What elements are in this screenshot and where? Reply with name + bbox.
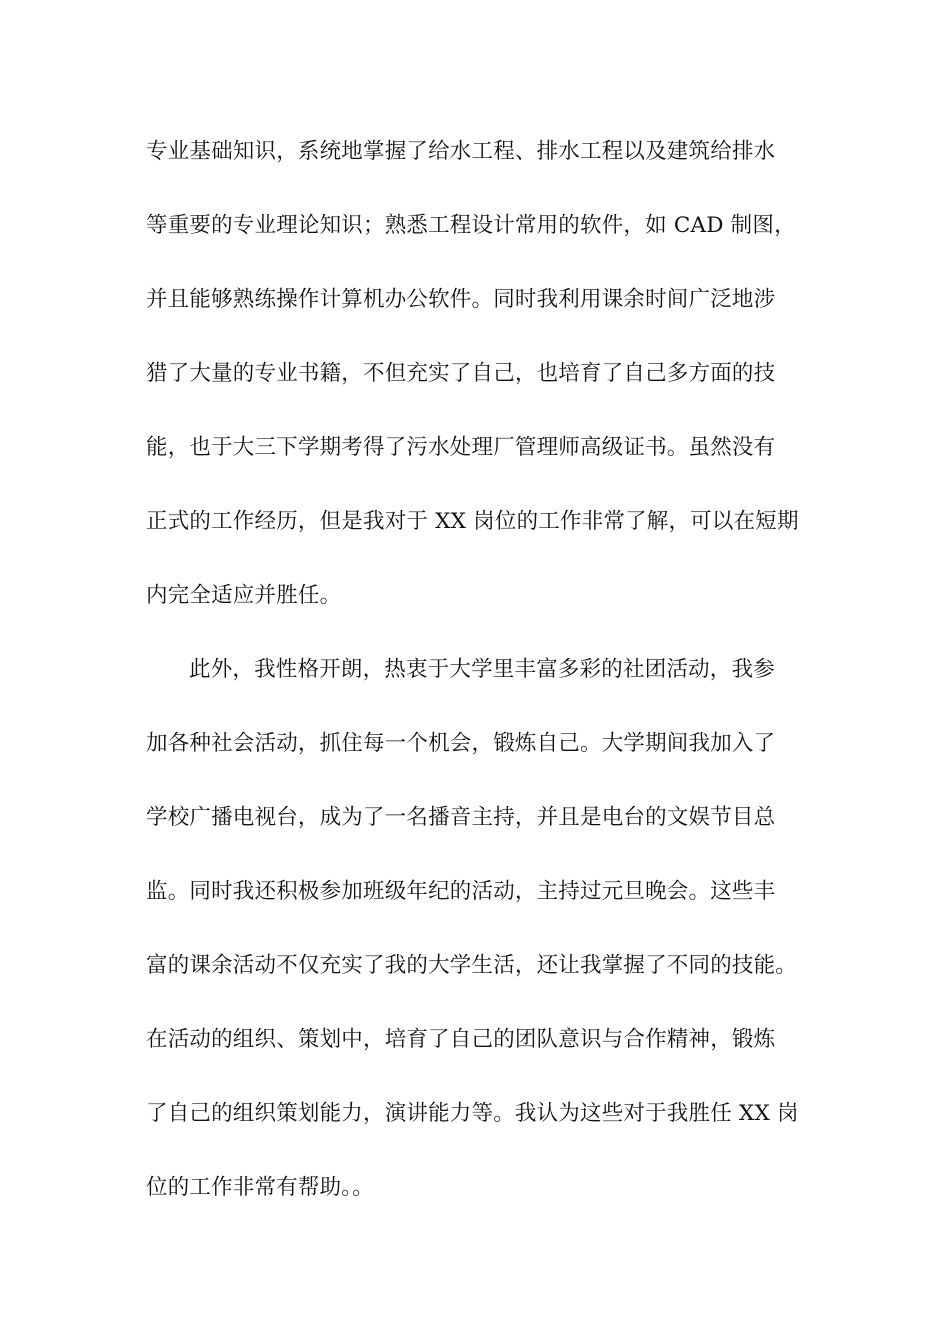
paragraph-2-line: 此外，我性格开朗，热衷于大学里丰富多彩的社团活动，我参 (189, 657, 775, 682)
paragraph-1-line: 能，也于大三下学期考得了污水处理厂管理师高级证书。虽然没有 (146, 435, 776, 460)
paragraph-2-line: 加各种社会活动，抓住每一个机会，锻炼自己。大学期间我加入了 (146, 731, 776, 756)
paragraph-2-line: 富的课余活动不仅充实了我的大学生活，还让我掌握了不同的技能。 (146, 953, 798, 978)
paragraph-2-line: 位的工作非常有帮助。。 (146, 1175, 374, 1200)
paragraph-1-line: 专业基础知识，系统地掌握了给水工程、排水工程以及建筑给排水 (146, 139, 776, 164)
paragraph-2-line: 了自己的组织策划能力，演讲能力等。我认为这些对于我胜任 XX 岗 (146, 1101, 799, 1126)
paragraph-1-line: 等重要的专业理论知识；熟悉工程设计常用的软件，如 CAD 制图， (146, 213, 796, 238)
paragraph-2-line: 学校广播电视台，成为了一名播音主持，并且是电台的文娱节目总 (146, 805, 776, 830)
paragraph-1-line: 正式的工作经历，但是我对于 XX 岗位的工作非常了解，可以在短期 (146, 509, 799, 534)
paragraph-2-line: 监。同时我还积极参加班级年纪的活动，主持过元旦晚会。这些丰 (146, 879, 776, 904)
paragraph-1-line: 猎了大量的专业书籍，不但充实了自己，也培育了自己多方面的技 (146, 361, 776, 386)
paragraph-1-line: 并且能够熟练操作计算机办公软件。同时我利用课余时间广泛地涉 (146, 287, 776, 312)
paragraph-2-line: 在活动的组织、策划中，培育了自己的团队意识与合作精神，锻炼 (146, 1027, 776, 1052)
paragraph-1-line: 内完全适应并胜任。 (146, 583, 342, 608)
